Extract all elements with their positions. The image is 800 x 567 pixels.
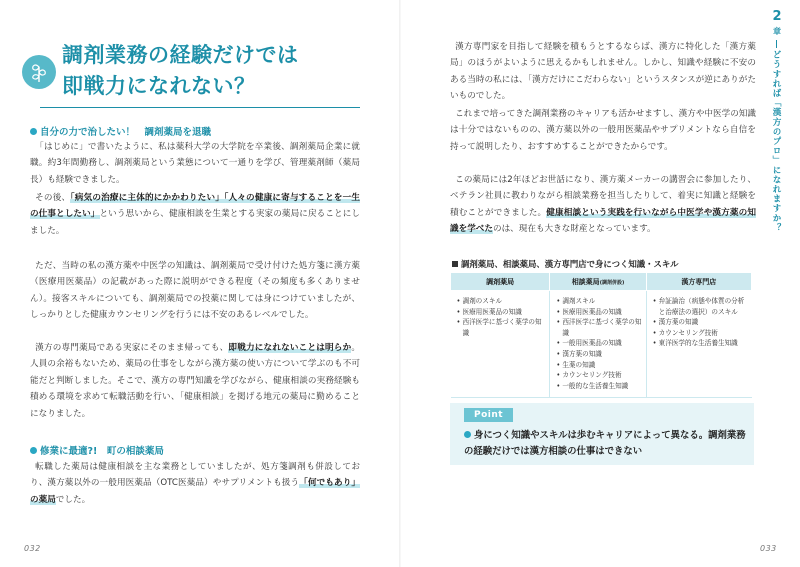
- point-label: Point: [464, 408, 513, 422]
- table-row: [451, 291, 752, 398]
- chapter-number: 2: [772, 9, 782, 24]
- point-box: [450, 403, 754, 465]
- body-paragraph-5: 転職した薬局は健康相談を主な業務としていましたが、処方箋調剤も併設しており、漢方薬以外の一般用医薬品（OTC医薬品）やサプリメントも扱う「何でもあり」の薬局でした。: [30, 462, 360, 505]
- bullet-dot-icon: [30, 447, 37, 454]
- list-item: • 医療用医薬品の知識: [457, 307, 546, 318]
- highlight-text: 「何でもあり」の薬局: [30, 478, 360, 505]
- list-item: • 西洋医学に基づく薬学の知識: [457, 317, 546, 338]
- page-number-left: 032: [24, 544, 41, 553]
- body-paragraph-1: 「はじめに」で書いたように、私は薬科大学の大学院を卒業後、調剤薬局企業に就職。約3年間勤務し、調剤薬局という業態について一通りを学び、管理薬剤師（薬局長）も経験できました。: [30, 142, 360, 185]
- skills-table: [450, 272, 752, 398]
- list-item: • 生薬の知識: [556, 360, 641, 371]
- body-paragraph-2: その後、「病気の治療に主体的にかかわりたい」「人々の健康に寄与することを一生の仕事としたい」という思いから、健康相談を生業とする実家の薬局に戻ることにしました。: [30, 193, 360, 236]
- highlight-text: 健康相談という実践を行いながら中医学や漢方薬の知識を学べた: [450, 207, 756, 235]
- list-item: • 調剤スキル: [556, 296, 641, 307]
- square-bullet-icon: [452, 261, 458, 267]
- list-item: • 一般用医薬品の知識: [556, 338, 641, 349]
- chapter-title-vertical: どうすれば「漢方のプロ」になれますか？: [771, 50, 781, 233]
- body-paragraph-6: 漢方専門家を目指して経験を積もうとするならば、漢方に特化した「漢方薬局」のほうがよいように思えるかもしれません。しかし、知識や経験に不安のある当時の私には、「漢方だけにこだわらない」というスタンスが逆にありがたいものでした。: [450, 42, 756, 102]
- list-item: • 一般的な生活養生知識: [556, 381, 641, 392]
- point-text: 身につく知識やスキルは歩むキャリアによって異なる。調剤業務の経験だけでは漢方相談の仕事はできない: [464, 430, 746, 457]
- list-item: • カウンセリング技術: [556, 370, 641, 381]
- body-paragraph-3: ただ、当時の私の漢方薬や中医学の知識は、調剤薬局で受け付けた処方箋に漢方薬（医療用医薬品）の記載があった際に説明ができる程度（その頻度も多くありません）。接客スキルについても、調剤薬局での投薬に関しては身につけていましたが、しっかりとした健康カウンセリングを行うには不安のあるレベルでした。: [30, 261, 360, 321]
- body-paragraph-4: 漢方の専門薬局である実家にそのまま帰っても、即戦力になれないことは明らか。人員の余裕もないため、薬局の仕事をしながら漢方薬の使い方について学ぶのも不可能だと判断しました。そこで、漢方の専門知識を学びながら、健康相談の実務経験も積める環境を求めて転職活動を行い、「健康相談」を掲げる地元の薬局に勤めることになりました。: [30, 343, 360, 419]
- table-header-row: [451, 273, 752, 291]
- body-paragraph-8: この薬局には2年ほどお世話になり、漢方薬メーカーの講習会に参加したり、ベテラン社員に教わりながら相談業務を担当したりして、着実に知識と経験を積むことができました。健康相談という実践を行いながら中医学や漢方薬の知識を学べたのは、現在も大きな財産となっています。: [450, 175, 756, 235]
- chapter-unit: 章: [773, 27, 781, 36]
- list-item: • 漢方薬の知識: [556, 349, 641, 360]
- highlight-text: 即戦力になれないことは明らか: [228, 343, 352, 353]
- table-cell: [646, 291, 751, 398]
- right-page: [400, 0, 800, 567]
- table-header-cell: 漢方専門店: [646, 273, 751, 291]
- table-header-cell: 相談薬局(調剤併設): [550, 273, 646, 291]
- list-item: • 弁証論治（病態や体質の分析と治療法の選択）のスキル: [653, 296, 748, 317]
- highlight-text: 「病気の治療に主体的にかかわりたい」: [70, 193, 225, 203]
- title-line-2: 即戦力になれない？: [62, 74, 256, 98]
- table-header-cell: 調剤薬局: [451, 273, 550, 291]
- table-title: 調剤薬局、相談薬局、漢方専門店で身につく知識・スキル: [452, 258, 679, 270]
- herb-leaf-icon: [22, 55, 56, 89]
- page-title: [62, 40, 372, 102]
- title-line-1: 調剤業務の経験だけでは: [62, 43, 299, 67]
- body-paragraph-7: これまで培ってきた調剤業務のキャリアも活かせますし、漢方や中医学の知識は十分ではないものの、漢方薬以外の一般用医薬品やサプリメントなら自信を持って説明したり、おすすめすることができたからです。: [450, 109, 756, 152]
- list-item: • 西洋医学に基づく薬学の知識: [556, 317, 641, 338]
- section-heading-2: 修業に最適?! 町の相談薬局: [30, 443, 164, 457]
- section-heading-1: 自分の力で治したい！ 調剤薬局を退職: [30, 124, 211, 138]
- chapter-divider: [776, 40, 777, 48]
- list-item: • カウンセリング技術: [653, 328, 748, 339]
- highlight-text: 「人々の健康に寄与することを一生の仕事としたい」: [30, 193, 360, 220]
- table-cell: [550, 291, 646, 398]
- list-item: • 漢方薬の知識: [653, 317, 748, 328]
- list-item: • 調剤のスキル: [457, 296, 546, 307]
- list-item: • 東洋医学的な生活養生知識: [653, 338, 748, 349]
- bullet-dot-icon: [464, 431, 471, 438]
- list-item: • 医療用医薬品の知識: [556, 307, 641, 318]
- bullet-dot-icon: [30, 128, 37, 135]
- table-cell: [451, 291, 550, 398]
- title-underline: [40, 107, 360, 108]
- page-number-right: 033: [760, 544, 777, 553]
